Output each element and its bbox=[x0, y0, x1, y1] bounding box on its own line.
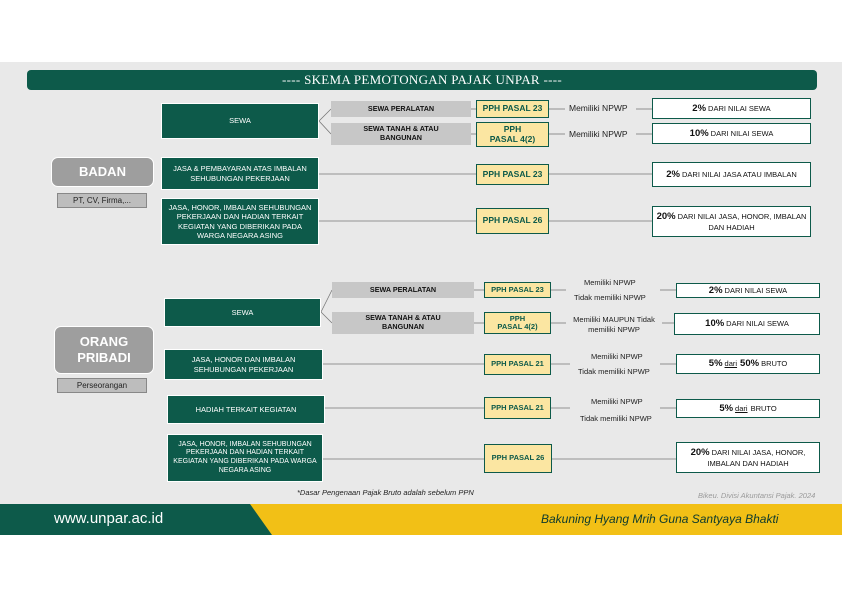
op-hadiah-npwp-label-1: Memiliki NPWP bbox=[591, 397, 643, 406]
badan-pph-sewa-peralatan: PPH PASAL 23 bbox=[476, 100, 549, 118]
footer-url[interactable]: www.unpar.ac.id bbox=[54, 510, 164, 527]
op-pph-sewa-tanah: PPH PASAL 4(2) bbox=[484, 312, 551, 334]
op-sp-npwp-label-2: Tidak memiliki NPWP bbox=[574, 293, 646, 302]
badan-result-sewa-peralatan: 2% DARI NILAI SEWA bbox=[652, 98, 811, 119]
category-badan: BADAN bbox=[51, 157, 154, 187]
badan-sewa-peralatan-box: SEWA PERALATAN bbox=[331, 101, 471, 117]
op-hadiah-box: HADIAH TERKAIT KEGIATAN bbox=[167, 395, 325, 424]
op-result-sewa-peralatan: 2% DARI NILAI SEWA bbox=[676, 283, 820, 298]
footnote: *Dasar Pengenaan Pajak Bruto adalah sebelum PPN bbox=[297, 488, 474, 497]
badan-sewa-box: SEWA bbox=[161, 103, 319, 139]
slide bbox=[0, 62, 842, 535]
op-sewa-peralatan-box: SEWA PERALATAN bbox=[332, 282, 474, 298]
op-jasa-npwp-label-2: Tidak memiliki NPWP bbox=[578, 367, 650, 376]
op-pph-asing: PPH PASAL 26 bbox=[484, 444, 552, 473]
badan-result-asing: 20% DARI NILAI JASA, HONOR, IMBALAN DAN HADIAH bbox=[652, 206, 811, 237]
footer-motto: Bakuning Hyang Mrih Guna Santyaya Bhakti bbox=[541, 512, 779, 526]
op-pph-sewa-peralatan: PPH PASAL 23 bbox=[484, 282, 551, 298]
badan-jasa-box: JASA & PEMBAYARAN ATAS IMBALAN SEHUBUNGAN PEKERJAAN bbox=[161, 157, 319, 190]
footer-bar bbox=[0, 504, 842, 535]
credit-text: Bikeu. Divisi Akuntansi Pajak. 2024 bbox=[698, 491, 816, 500]
badan-npwp-label-2: Memiliki NPWP bbox=[569, 129, 628, 139]
category-orang-pribadi-sub: Perseorangan bbox=[57, 378, 147, 393]
badan-pph-sewa-tanah: PPH PASAL 4(2) bbox=[476, 122, 549, 147]
page-title: ---- SKEMA PEMOTONGAN PAJAK UNPAR ---- bbox=[27, 70, 817, 90]
op-sp-npwp-label-1: Memiliki NPWP bbox=[584, 278, 636, 287]
op-pph-hadiah: PPH PASAL 21 bbox=[484, 397, 551, 419]
category-orang-pribadi: ORANG PRIBADI bbox=[54, 326, 154, 374]
op-st-npwp-label: Memiliki MAUPUN Tidak memiliki NPWP bbox=[573, 315, 655, 334]
op-result-hadiah: 5% dari BRUTO bbox=[676, 399, 820, 418]
op-result-asing: 20% DARI NILAI JASA, HONOR, IMBALAN DAN HADIAH bbox=[676, 442, 820, 473]
badan-pph-jasa: PPH PASAL 23 bbox=[476, 164, 549, 185]
op-sewa-tanah-box: SEWA TANAH & ATAU BANGUNAN bbox=[332, 312, 474, 334]
op-sewa-box: SEWA bbox=[164, 298, 321, 327]
op-asing-box: JASA, HONOR, IMBALAN SEHUBUNGAN PEKERJAAN DAN HADIAN TERKAIT KEGIATAN YANG DIBERIKAN PADA WARGA NEGARA ASING bbox=[167, 434, 323, 482]
op-jasa-npwp-label-1: Memiliki NPWP bbox=[591, 352, 643, 361]
op-hadiah-npwp-label-2: Tidak memiliki NPWP bbox=[580, 414, 652, 423]
badan-result-jasa: 2% DARI NILAI JASA ATAU IMBALAN bbox=[652, 162, 811, 187]
badan-asing-box: JASA, HONOR, IMBALAN SEHUBUNGAN PEKERJAAN DAN HADIAN TERKAIT KEGIATAN YANG DIBERIKAN PADA WARGA NEGARA ASING bbox=[161, 198, 319, 245]
op-result-sewa-tanah: 10% DARI NILAI SEWA bbox=[674, 313, 820, 335]
category-badan-sub: PT, CV, Firma,... bbox=[57, 193, 147, 208]
badan-pph-asing: PPH PASAL 26 bbox=[476, 208, 549, 234]
badan-result-sewa-tanah: 10% DARI NILAI SEWA bbox=[652, 123, 811, 144]
op-jasa-box: JASA, HONOR DAN IMBALAN SEHUBUNGAN PEKERJAAN bbox=[164, 349, 323, 380]
op-result-jasa: 5% dari 50% BRUTO bbox=[676, 354, 820, 374]
badan-npwp-label-1: Memiliki NPWP bbox=[569, 103, 628, 113]
badan-sewa-tanah-box: SEWA TANAH & ATAU BANGUNAN bbox=[331, 123, 471, 145]
op-pph-jasa: PPH PASAL 21 bbox=[484, 354, 551, 375]
